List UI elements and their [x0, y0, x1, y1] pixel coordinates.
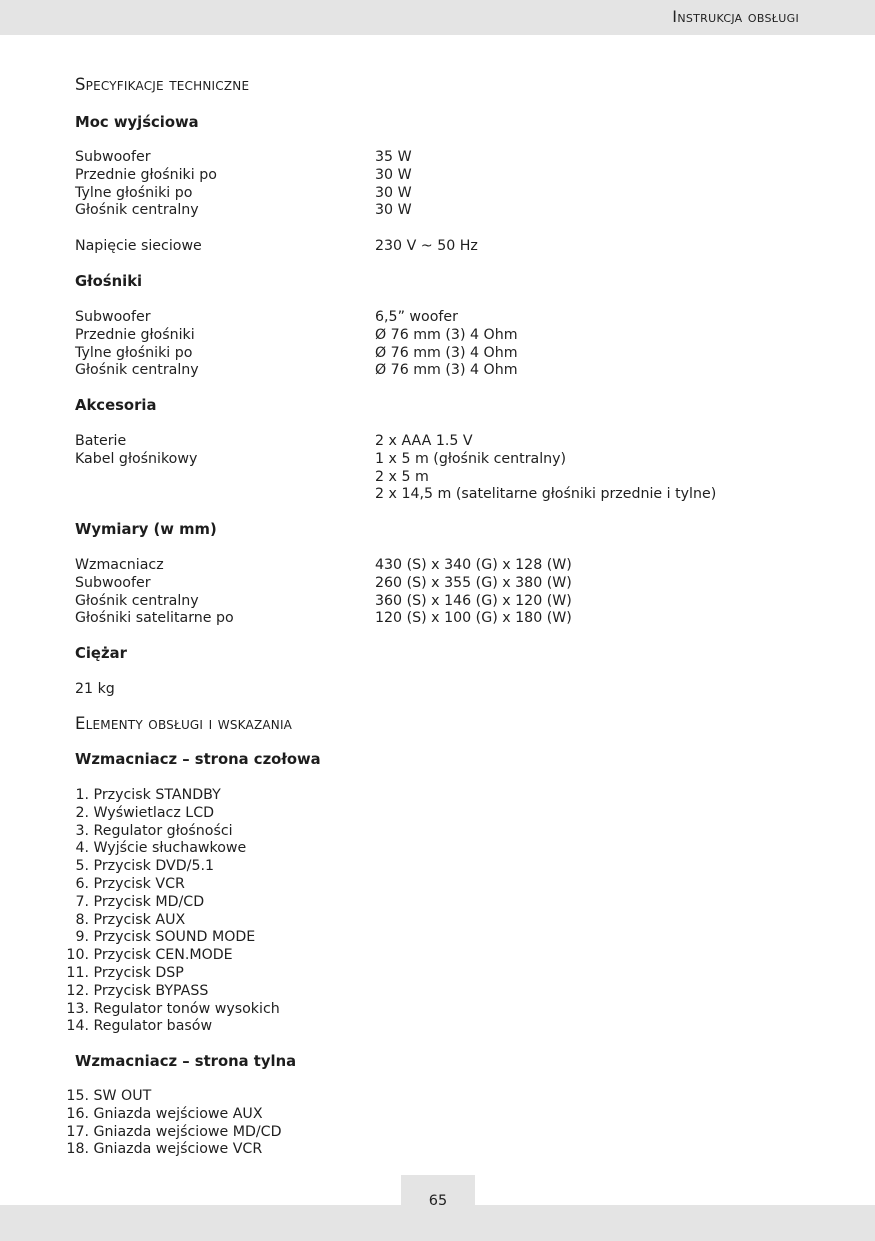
table-row [75, 202, 795, 220]
table-row [75, 309, 795, 327]
dimensions-table [75, 557, 795, 628]
item-number: 14. [66, 1018, 89, 1035]
item-number: 11. [66, 964, 89, 981]
header-title: Instrukcja obsługi [672, 7, 799, 26]
list-item [60, 1141, 282, 1159]
table-row [75, 185, 795, 203]
row-value: 260 (S) x 355 (G) x 380 (W) [375, 574, 572, 591]
item-number: 8. [75, 911, 89, 928]
list-item [60, 1001, 280, 1019]
table-row [75, 345, 795, 363]
table-row [75, 610, 795, 628]
list-item [60, 876, 280, 894]
list-item [60, 805, 280, 823]
row-value: 230 V ~ 50 Hz [375, 238, 478, 254]
row-label: Głośnik centralny [75, 592, 199, 609]
item-text: Przycisk CEN.MODE [93, 947, 233, 964]
table-row [75, 167, 795, 185]
row-label: Głośniki satelitarne po [75, 610, 234, 627]
row-value: 1 x 5 m (głośnik centralny) [375, 450, 567, 467]
rear-panel-list [60, 1088, 282, 1159]
row-value: 30 W [375, 166, 412, 183]
row-value: Ø 76 mm (3) 4 Ohm [375, 344, 518, 361]
page-number: 65 [428, 1193, 448, 1209]
header-bar [0, 0, 875, 35]
item-text: Przycisk MD/CD [93, 893, 205, 910]
row-value: 2 x AAA 1.5 V [375, 433, 473, 449]
table-row [75, 149, 795, 167]
item-text: Regulator basów [93, 1018, 213, 1035]
weight-heading: Ciężar [75, 645, 127, 662]
row-value: 120 (S) x 100 (G) x 180 (W) [375, 610, 572, 627]
item-text: Regulator głośności [93, 822, 233, 839]
row-label: Tylne głośniki po [75, 184, 193, 201]
list-item [60, 840, 280, 858]
row-label: Głośnik centralny [75, 362, 199, 379]
list-item [60, 965, 280, 983]
table-row [75, 451, 795, 469]
front-panel-heading: Wzmacniacz – strona czołowa [75, 751, 321, 768]
table-row [75, 486, 795, 504]
item-text: Regulator tonów wysokich [93, 1000, 280, 1017]
item-text: Wyjście słuchawkowe [93, 840, 247, 857]
dimensions-heading: Wymiary (w mm) [75, 521, 217, 538]
row-value: 2 x 14,5 m (satelitarne głośniki przednie i tylne) [375, 486, 717, 503]
row-label: Subwoofer [75, 574, 151, 591]
front-panel-list [60, 787, 280, 1036]
mains-row [75, 238, 795, 256]
row-label: Baterie [75, 433, 127, 449]
item-number: 1. [75, 787, 89, 803]
item-number: 6. [75, 875, 89, 892]
item-number: 3. [75, 822, 89, 839]
list-item [60, 823, 280, 841]
rear-panel-heading: Wzmacniacz – strona tylna [75, 1053, 297, 1070]
item-text: Przycisk VCR [93, 875, 185, 892]
table-row [75, 593, 795, 611]
list-item [60, 929, 280, 947]
item-text: Przycisk AUX [93, 911, 186, 928]
list-item [60, 1088, 282, 1106]
row-value: 30 W [375, 202, 412, 219]
row-label: Przednie głośniki po [75, 166, 217, 183]
item-number: 9. [75, 929, 89, 946]
table-row [75, 433, 795, 451]
item-text: Przycisk DVD/5.1 [93, 858, 215, 875]
table-row [75, 557, 795, 575]
item-text: Gniazda wejściowe VCR [93, 1141, 263, 1158]
table-row [75, 327, 795, 345]
row-value: 6,5” woofer [375, 309, 458, 325]
row-label: Tylne głośniki po [75, 344, 193, 361]
item-number: 15. [66, 1088, 89, 1104]
output-power-table [75, 149, 795, 220]
list-item [60, 1106, 282, 1124]
item-number: 18. [66, 1141, 89, 1158]
item-number: 5. [75, 858, 89, 875]
row-value: 2 x 5 m [375, 468, 429, 485]
row-label: Przednie głośniki [75, 326, 195, 343]
item-number: 12. [66, 982, 89, 999]
item-text: Przycisk BYPASS [93, 982, 209, 999]
item-number: 17. [66, 1123, 89, 1140]
item-text: Przycisk DSP [93, 964, 184, 981]
page-number-tab [401, 1175, 475, 1241]
item-number: 13. [66, 1000, 89, 1017]
list-item [60, 983, 280, 1001]
row-label: Subwoofer [75, 309, 151, 325]
list-item [60, 787, 280, 805]
spec-section-title: Specyfikacje techniczne [75, 75, 250, 94]
row-label: Napięcie sieciowe [75, 238, 202, 254]
row-label: Kabel głośnikowy [75, 450, 198, 467]
table-row [75, 469, 795, 487]
item-text: Wyświetlacz LCD [93, 804, 215, 821]
list-item [60, 858, 280, 876]
table-row [75, 575, 795, 593]
item-number: 4. [75, 840, 89, 857]
item-number: 7. [75, 893, 89, 910]
item-number: 2. [75, 804, 89, 821]
row-value: Ø 76 mm (3) 4 Ohm [375, 362, 518, 379]
item-text: Przycisk SOUND MODE [93, 929, 256, 946]
row-value: 430 (S) x 340 (G) x 128 (W) [375, 557, 572, 573]
speakers-table [75, 309, 795, 380]
row-label: Głośnik centralny [75, 202, 199, 219]
item-number: 10. [66, 947, 89, 964]
row-value: Ø 76 mm (3) 4 Ohm [375, 326, 518, 343]
item-text: Przycisk STANDBY [93, 787, 221, 803]
list-item [60, 912, 280, 930]
table-row [75, 362, 795, 380]
list-item [60, 1124, 282, 1142]
controls-section-title: Elementy obsługi i wskazania [75, 714, 293, 733]
list-item [60, 894, 280, 912]
accessories-heading: Akcesoria [75, 397, 157, 414]
row-label: Subwoofer [75, 149, 151, 165]
output-power-heading: Moc wyjściowa [75, 114, 199, 131]
list-item [60, 1018, 280, 1036]
row-label: Wzmacniacz [75, 557, 164, 573]
accessories-table [75, 433, 795, 504]
row-value: 360 (S) x 146 (G) x 120 (W) [375, 592, 572, 609]
speakers-heading: Głośniki [75, 273, 143, 290]
item-text: Gniazda wejściowe AUX [93, 1105, 263, 1122]
row-value: 30 W [375, 184, 412, 201]
item-text: Gniazda wejściowe MD/CD [93, 1123, 282, 1140]
weight-value: 21 kg [75, 681, 115, 697]
item-number: 16. [66, 1105, 89, 1122]
row-value: 35 W [375, 149, 412, 165]
list-item [60, 947, 280, 965]
item-text: SW OUT [93, 1088, 152, 1104]
